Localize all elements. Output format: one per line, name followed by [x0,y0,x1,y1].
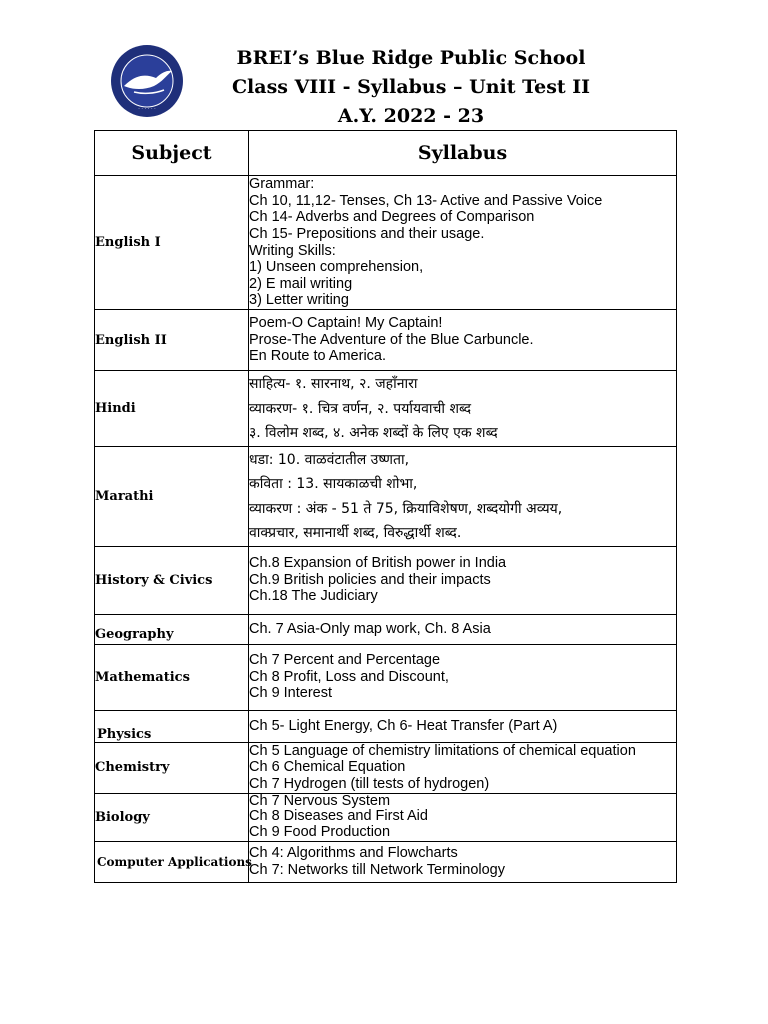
subject-cell: English II [95,310,249,371]
syllabus-line: En Route to America. [249,348,387,365]
table-row [95,310,677,371]
syllabus-line: व्याकरण- १. चित्र वर्णन, २. पर्यायवाची शब्द [249,400,472,417]
syllabus-line: साहित्य- १. सारनाथ, २. जहाँनारा [249,376,418,392]
syllabus-cell [249,446,677,546]
syllabus-cell [249,841,677,882]
syllabus-line: Ch 7 Percent and Percentage [249,652,441,669]
syllabus-line: Ch 10, 11,12- Tenses, Ch 13- Active and Passive Voice [249,192,603,209]
document-title: Class VIII - Syllabus – Unit Test II [231,76,591,98]
syllabus-line: Ch 7: Networks till Network Terminology [249,861,505,878]
syllabus-cell [249,546,677,614]
syllabus-cell [249,710,677,742]
syllabus-cell [249,644,677,710]
table-row [95,371,677,447]
syllabus-line: Ch. 7 Asia-Only map work, Ch. 8 Asia [249,620,491,637]
syllabus-cell [249,371,677,447]
syllabus-line: Poem-O Captain! My Captain! [249,315,443,332]
subject-cell: Geography [95,614,249,644]
syllabus-line: Ch.8 Expansion of British power in India [249,555,507,572]
subject-cell: Chemistry [95,742,249,793]
syllabus-line: 2) E mail writing [249,275,353,292]
subject-cell: Biology [95,793,249,841]
syllabus-line: व्याकरण : अंक - 51 ते 75, क्रियाविशेषण, शब्दयोगी अव्यय, [249,500,563,517]
syllabus-line: Prose-The Adventure of the Blue Carbuncle. [249,331,534,348]
academic-year: A.Y. 2022 - 23 [337,105,485,127]
syllabus-line: Ch 6 Chemical Equation [249,759,406,776]
subject-cell: Physics [95,710,249,742]
syllabus-cell [249,176,677,310]
subject-cell: Computer Applications [95,841,249,882]
syllabus-cell [249,310,677,371]
syllabus-line: Ch 8 Profit, Loss and Discount, [249,668,449,685]
column-header-subject: Subject [95,131,249,176]
syllabus-line: Writing Skills: [249,242,336,259]
syllabus-line: Ch 9 Interest [249,685,333,702]
syllabus-line: ३. विलोम शब्द, ४. अनेक शब्दों के लिए एक शब्द [249,425,498,441]
svg-text:· · · · · ·: · · · · · · [138,106,156,112]
syllabus-cell [249,614,677,644]
subject-cell: Hindi [95,371,249,447]
column-header-syllabus: Syllabus [249,131,677,176]
syllabus-line: धडा: 10. वाळवंटातील उष्णता, [249,451,410,468]
document-header [0,44,768,131]
syllabus-line: Ch 4: Algorithms and Flowcharts [249,844,458,861]
syllabus-line: Ch 15- Prepositions and their usage. [249,225,485,242]
table-row [95,841,677,882]
syllabus-line: Ch.9 British policies and their impacts [249,571,491,588]
syllabus-line: वाक्प्रचार, समानार्थी शब्द, विरुद्धार्थी शब्द. [249,525,462,541]
syllabus-line: Ch 8 Diseases and First Aid [249,808,428,825]
syllabus-line: कविता : 13. सायकाळची शोभा, [249,476,418,492]
table-row [95,176,677,310]
syllabus-line: Ch 9 Food Production [249,823,391,840]
table-row [95,644,677,710]
syllabus-line: Ch.18 The Judiciary [249,588,378,605]
table-row [95,710,677,742]
syllabus-line: 3) Letter writing [249,292,349,309]
table-header-row [95,131,677,176]
school-name: BREI’s Blue Ridge Public School [236,47,586,69]
syllabus-line: Ch 14- Adverbs and Degrees of Comparison [249,209,535,226]
syllabus-line: Ch 7 Hydrogen (till tests of hydrogen) [249,775,490,792]
subject-cell: History & Civics [95,546,249,614]
syllabus-cell [249,793,677,841]
table-row [95,614,677,644]
table-row [95,546,677,614]
syllabus-line: Ch 5- Light Energy, Ch 6- Heat Transfer (Part A) [249,717,558,734]
syllabus-cell [249,742,677,793]
table-row [95,742,677,793]
subject-cell: Mathematics [95,644,249,710]
syllabus-line: Ch 7 Nervous System [249,792,391,809]
syllabus-line: Ch 5 Language of chemistry limitations of chemical equation [249,742,636,759]
table-row [95,446,677,546]
subject-cell: Marathi [95,446,249,546]
syllabus-table [94,130,677,883]
table-row [95,793,677,841]
syllabus-line: Grammar: [249,176,315,193]
syllabus-line: 1) Unseen comprehension, [249,259,424,276]
subject-cell: English I [95,176,249,310]
